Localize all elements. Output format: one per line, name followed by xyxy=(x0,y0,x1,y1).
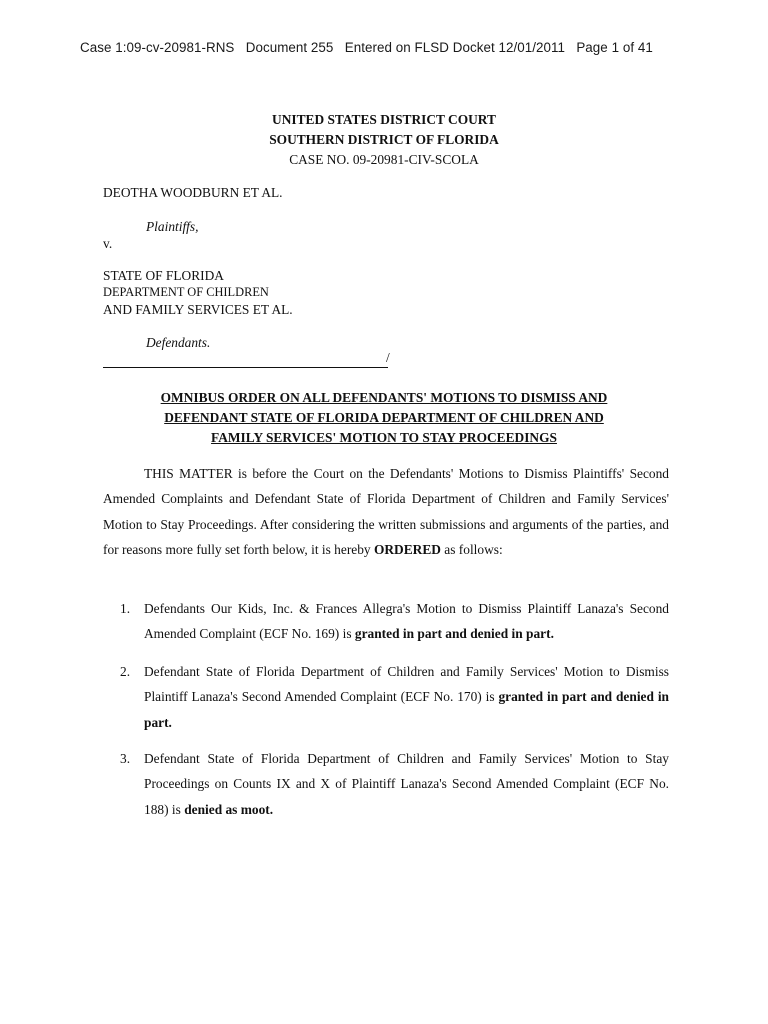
defendant-line-2: DEPARTMENT OF CHILDREN xyxy=(103,285,269,299)
order-title-line-3: FAMILY SERVICES' MOTION TO STAY PROCEEDINGS xyxy=(211,430,557,445)
list-item-text xyxy=(144,659,669,735)
caption-slash: / xyxy=(386,350,390,365)
versus: v. xyxy=(103,236,113,251)
list-item-ruling: granted in part and denied in part. xyxy=(144,689,669,730)
list-item xyxy=(120,659,669,735)
list-item-number: 3. xyxy=(120,751,131,766)
caption-rule xyxy=(103,367,388,368)
court-district: SOUTHERN DISTRICT OF FLORIDA xyxy=(269,132,499,147)
docket-header xyxy=(80,40,700,55)
list-item-text xyxy=(144,746,669,822)
intro-ordered: ORDERED xyxy=(373,542,441,558)
list-item-body: Defendant State of Florida Department of Children and Family Services' Motion to Stay Proceedings on Counts IX and X of Plaintiff Lanaza's Second Amended Complaint (ECF No. 188) is xyxy=(144,751,669,817)
intro-tail: as follows: xyxy=(440,542,503,558)
case-number: CASE NO. 09-20981-CIV-SCOLA xyxy=(289,152,479,167)
plaintiff-name: DEOTHA WOODBURN ET AL. xyxy=(103,185,283,200)
page-number: Page 1 of 41 xyxy=(576,40,653,55)
order-title-line-2: DEFENDANT STATE OF FLORIDA DEPARTMENT OF CHILDREN AND xyxy=(164,410,604,425)
court-heading xyxy=(0,110,768,170)
list-item-ruling: denied as moot. xyxy=(184,801,274,817)
defendant-line-1: STATE OF FLORIDA xyxy=(103,268,224,283)
list-item-number: 1. xyxy=(120,601,131,616)
plaintiff-role: Plaintiffs, xyxy=(146,219,199,234)
docket-entry: Entered on FLSD Docket 12/01/2011 xyxy=(344,40,566,55)
order-title xyxy=(0,388,768,448)
defendant-role: Defendants. xyxy=(146,335,211,350)
intro-paragraph xyxy=(103,461,669,563)
list-item-body: Defendants Our Kids, Inc. & Frances Allegra's Motion to Dismiss Plaintiff Lanaza's Second Amended Complaint (ECF No. 169) is xyxy=(144,601,669,642)
court-name: UNITED STATES DISTRICT COURT xyxy=(272,112,496,127)
list-item-body: Defendant State of Florida Department of Children and Family Services' Motion to Dismiss Plaintiff Lanaza's Second Amended Complaint (ECF No. 170) is xyxy=(144,664,669,705)
defendant-line-3: AND FAMILY SERVICES ET AL. xyxy=(103,302,293,317)
list-item-text xyxy=(144,596,669,647)
list-item-number: 2. xyxy=(120,664,131,679)
list-item-ruling: granted in part and denied in part. xyxy=(354,626,554,642)
list-item xyxy=(120,746,669,822)
case-number-header: Case 1:09-cv-20981-RNS xyxy=(80,40,235,55)
order-title-line-1: OMNIBUS ORDER ON ALL DEFENDANTS' MOTIONS TO DISMISS AND xyxy=(160,390,608,405)
document-number: Document 255 xyxy=(245,40,334,55)
intro-text: THIS MATTER is before the Court on the Defendants' Motions to Dismiss Plaintiffs' Second Amended Complaints and Defendant State of Florida Department of Children and Family Services' Motion to Stay Proceedings. After considering the written submissions and arguments of the parties, and for reasons more fully set forth below, it is hereby xyxy=(103,466,669,558)
list-item xyxy=(120,596,669,647)
